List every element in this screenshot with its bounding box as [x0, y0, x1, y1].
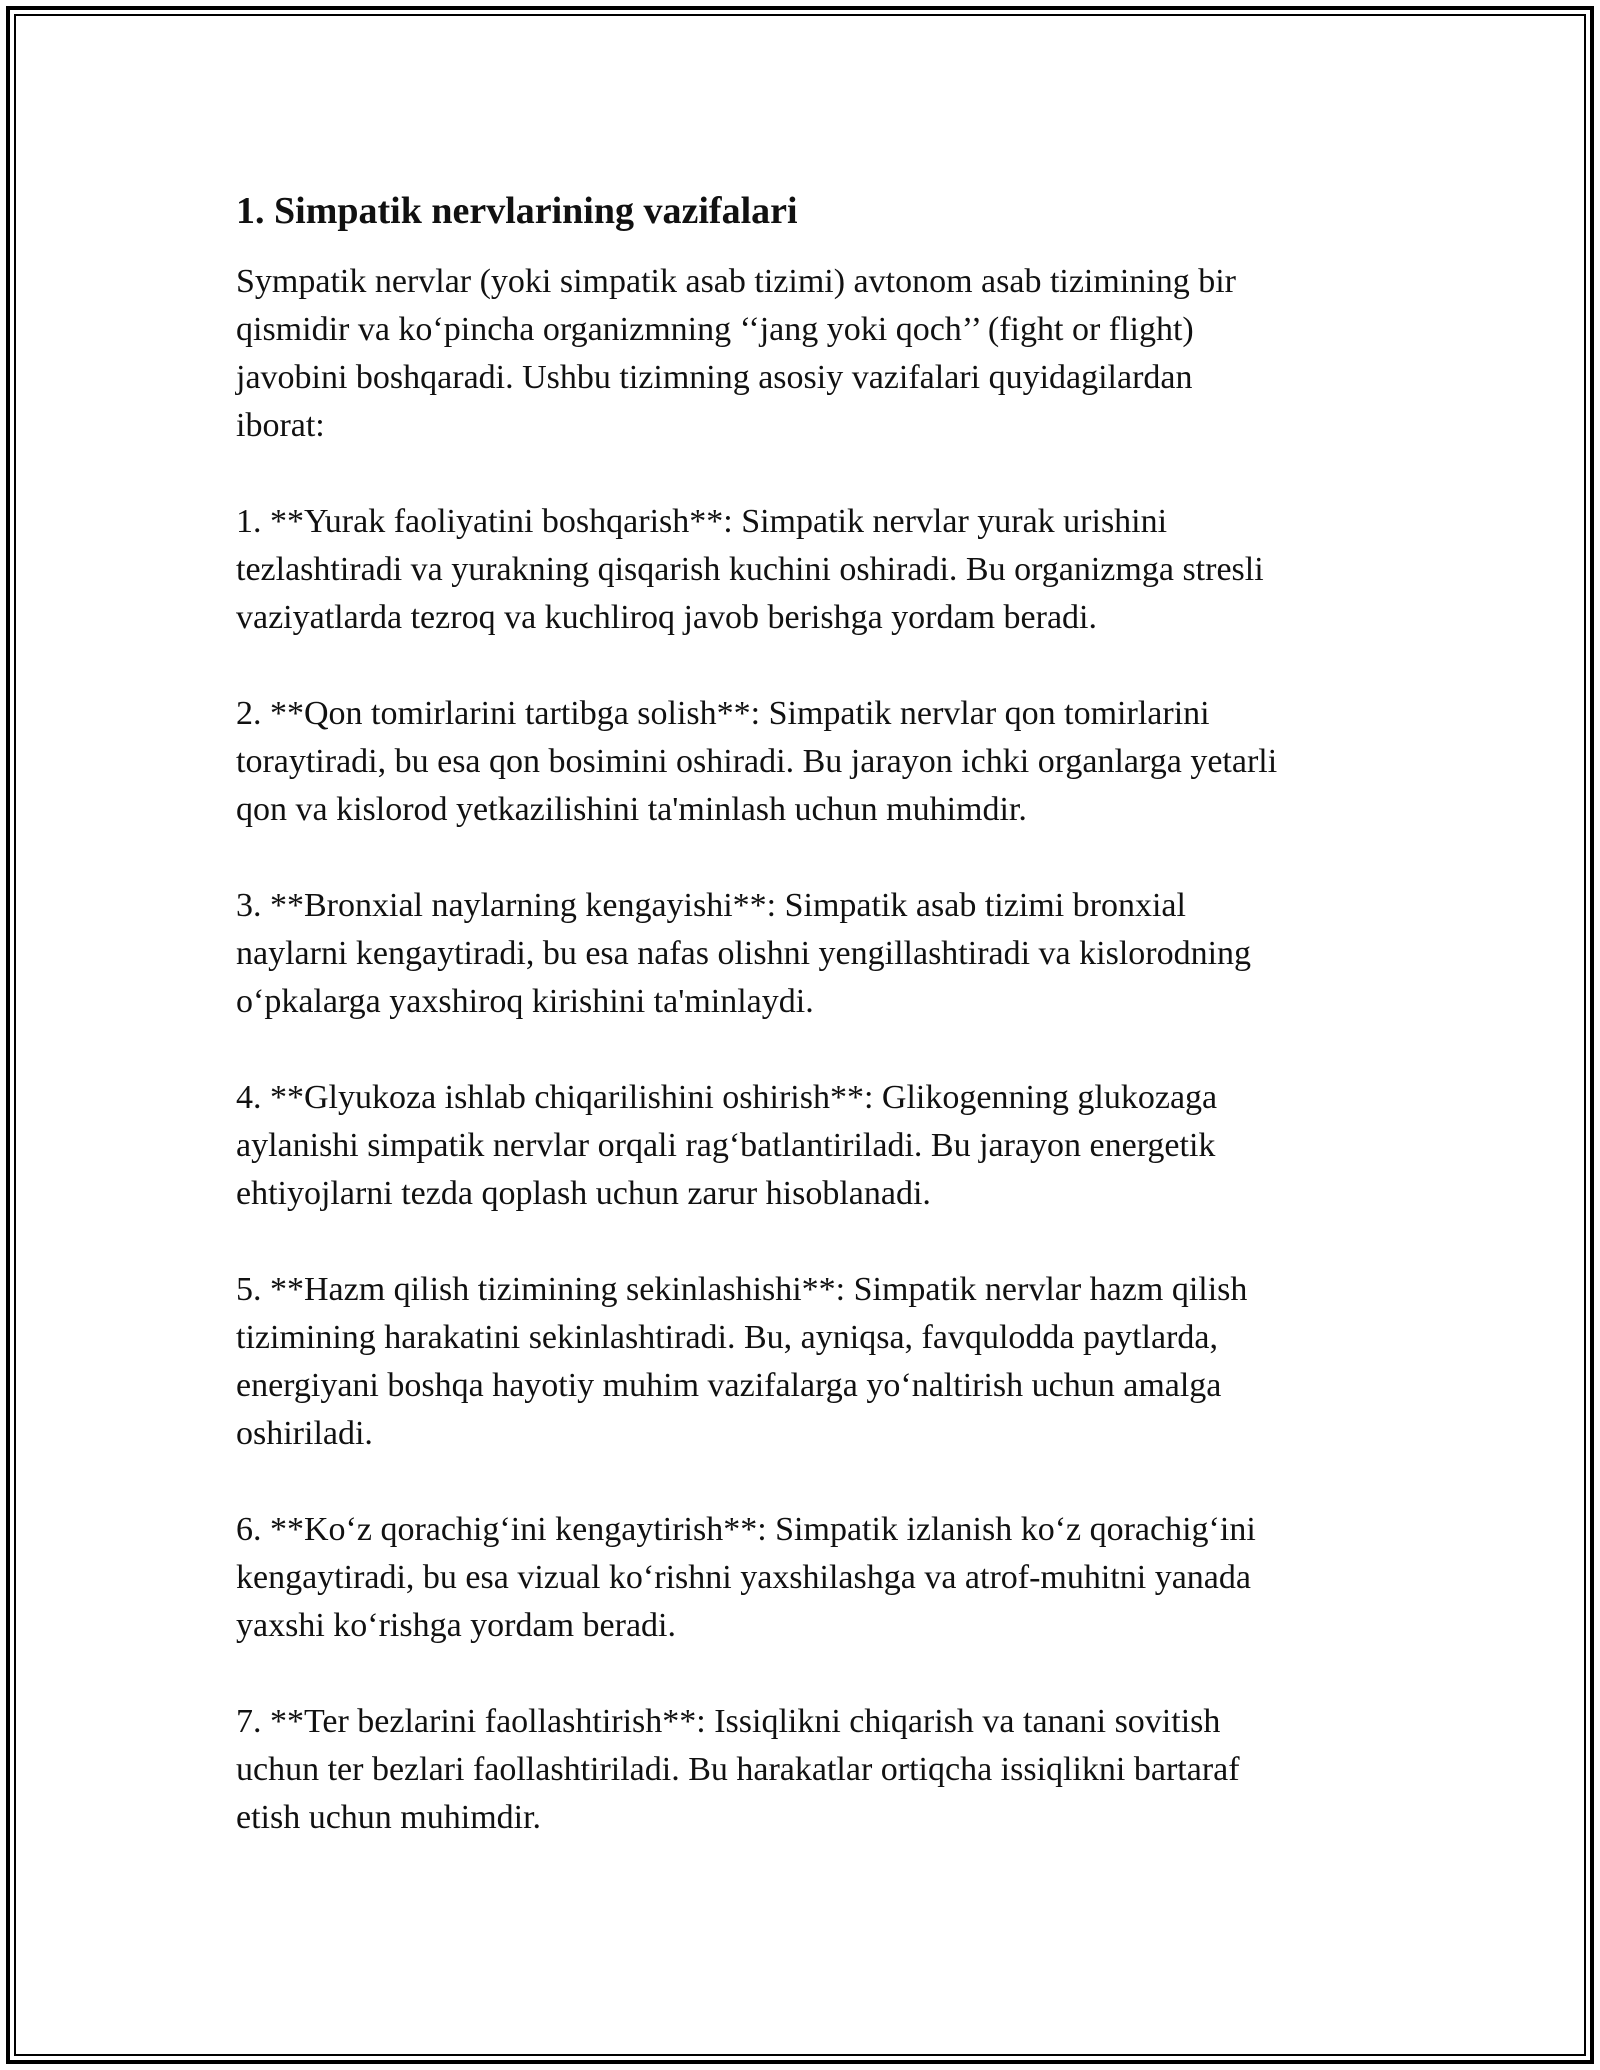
section-heading: 1. Simpatik nervlarining vazifalari — [236, 190, 798, 232]
intro-paragraph: Sympatik nervlar (yoki simpatik asab tizimi) avtonom asab tizimining bir qismidir va ko‘pincha organizmning ‘‘jang yoki qoch’’ (fight or flight) javobini boshqaradi. Ushbu tizimning asosiy vazifalari quyidagilardan iborat: — [236, 263, 1236, 444]
list-item-2: 2. **Qon tomirlarini tartibga solish**: Simpatik nervlar qon tomirlarini toraytiradi, bu esa qon bosimini oshiradi. Bu jarayon ichki organlarga yetarli qon va kislorod yetkazilishini ta'minlash uchun muhimdir. — [236, 695, 1278, 828]
list-item-1: 1. **Yurak faoliyatini boshqarish**: Simpatik nervlar yurak urishini tezlashtiradi va yurakning qisqarish kuchini oshiradi. Bu organizmga stresli vaziyatlarda tezroq va kuchliroq javob berishga yordam beradi. — [236, 503, 1264, 636]
list-item-3: 3. **Bronxial naylarning kengayishi**: Simpatik asab tizimi bronxial naylarni kengaytiradi, bu esa nafas olishni yengillashtiradi va kislorodning o‘pkalarga yaxshiroq kirishini ta'minlaydi. — [236, 887, 1252, 1020]
list-item-5: 5. **Hazm qilish tizimining sekinlashishi**: Simpatik nervlar hazm qilish tizimining harakatini sekinlashtiradi. Bu, ayniqsa, favqulodda paytlarda, energiyani boshqa hayotiy muhim vazifalarga yo‘naltirish uchun amalga oshiriladi. — [236, 1271, 1248, 1452]
list-item-4: 4. **Glyukoza ishlab chiqarilishini oshirish**: Glikogenning glukozaga aylanishi simpatik nervlar orqali rag‘batlantiriladi. Bu jarayon energetik ehtiyojlarni tezda qoplash uchun zarur hisoblanadi. — [236, 1079, 1218, 1212]
list-item-6: 6. **Ko‘z qorachig‘ini kengaytirish**: Simpatik izlanish ko‘z qorachig‘ini kengaytiradi, bu esa vizual ko‘rishni yaxshilashga va atrof-muhitni yanada yaxshi ko‘rishga yordam beradi. — [236, 1511, 1256, 1644]
document-body — [236, 186, 1376, 1890]
list-item-7: 7. **Ter bezlarini faollashtirish**: Issiqlikni chiqarish va tanani sovitish uchun ter bezlari faollashtiriladi. Bu harakatlar ortiqcha issiqlikni bartaraf etish uchun muhimdir. — [236, 1703, 1240, 1836]
